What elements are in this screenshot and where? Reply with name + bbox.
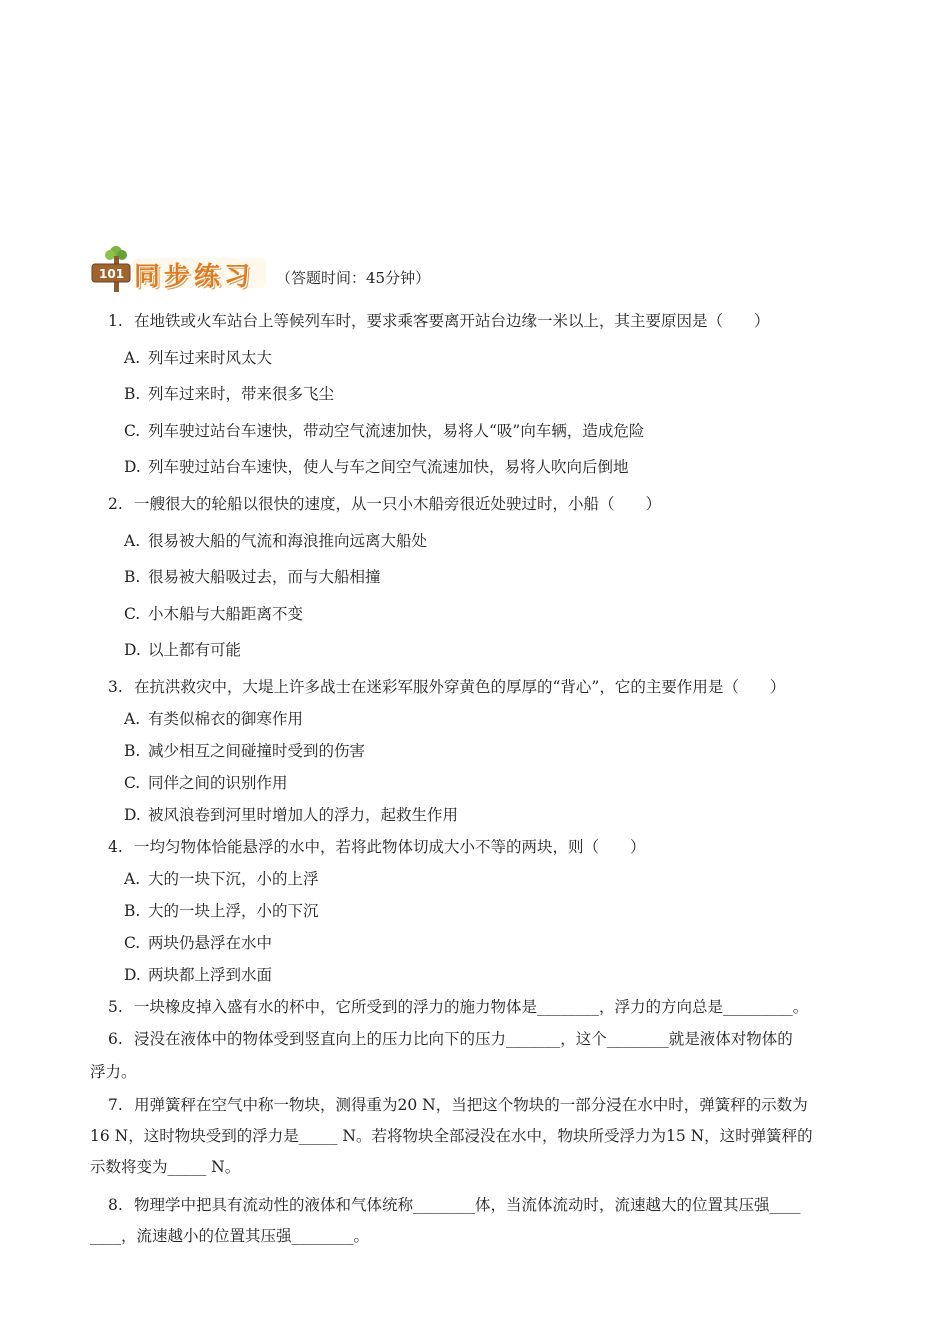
- option: [124, 773, 288, 793]
- option-text: 大的一块下沉，小的上浮: [148, 870, 319, 888]
- logo-title: 同步练习: [134, 262, 255, 292]
- option-letter: A.: [124, 870, 141, 888]
- question-text: 浸没在液体中的物体受到竖直向上的压力比向下的压力_______，这个________就是液体对物体的: [134, 1030, 793, 1048]
- option: [124, 348, 272, 368]
- option-text: 两块仍悬浮在水中: [148, 934, 273, 952]
- sync-practice-logo: [86, 244, 272, 292]
- question-text: 一块橡皮掉入盛有水的杯中，它所受到的浮力的施力物体是________，浮力的方向总是_________。: [134, 998, 809, 1016]
- option-letter: C.: [124, 422, 141, 440]
- question-8-continued: [90, 1226, 369, 1246]
- option-text: 以上都有可能: [148, 641, 242, 659]
- question-1: [108, 311, 770, 331]
- option-letter: A.: [124, 532, 141, 550]
- option-text: 列车驶过站台车速快，带动空气流速加快，易将人“吸”向车辆，造成危险: [148, 422, 645, 440]
- question-number: 3.: [108, 678, 123, 696]
- option: [124, 805, 458, 825]
- option: [124, 457, 629, 477]
- question-text-continued: 示数将变为_____ N。: [90, 1158, 241, 1176]
- option: [124, 965, 272, 985]
- question-4: [108, 837, 646, 857]
- option: [124, 421, 644, 441]
- option-text: 列车驶过站台车速快，使人与车之间空气流速加快，易将人吹向后倒地: [148, 458, 629, 476]
- question-5: [108, 997, 808, 1017]
- question-text-continued: 浮力。: [90, 1063, 137, 1081]
- option: [124, 567, 381, 587]
- question-number: 7.: [108, 1096, 123, 1114]
- option-letter: B.: [124, 568, 141, 586]
- option-text: 有类似棉衣的御寒作用: [148, 710, 304, 728]
- option-letter: D.: [124, 806, 141, 824]
- option-text: 减少相互之间碰撞时受到的伤害: [148, 742, 366, 760]
- option-letter: D.: [124, 966, 141, 984]
- option-letter: A.: [124, 710, 141, 728]
- question-number: 8.: [108, 1196, 123, 1214]
- option: [124, 741, 365, 761]
- option-letter: D.: [124, 458, 141, 476]
- question-2: [108, 494, 661, 514]
- question-text: 一均匀物体恰能悬浮的水中，若将此物体切成大小不等的两块，则（ ）: [134, 838, 646, 856]
- question-8: [108, 1195, 801, 1215]
- question-number: 5.: [108, 998, 123, 1016]
- option-letter: B.: [124, 385, 141, 403]
- option: [124, 709, 303, 729]
- option-letter: A.: [124, 349, 141, 367]
- question-text-continued: 16 N，这时物块受到的浮力是_____ N。若将物块全部浸没在水中，物块所受浮力为15 N，这时弹簧秤的: [90, 1127, 813, 1145]
- option: [124, 531, 427, 551]
- question-6-continued: [90, 1062, 137, 1082]
- option: [124, 933, 272, 953]
- question-text-continued: ____，流速越小的位置其压强________。: [90, 1227, 370, 1245]
- question-6: [108, 1029, 793, 1049]
- question-7: [108, 1095, 808, 1115]
- option-text: 很易被大船吸过去，而与大船相撞: [148, 568, 381, 586]
- answer-time-note: （答题时间：45分钟）: [276, 269, 431, 287]
- option-text: 同伴之间的识别作用: [148, 774, 288, 792]
- option-text: 列车过来时风太大: [148, 349, 273, 367]
- option: [124, 901, 319, 921]
- option-text: 大的一块上浮，小的下沉: [148, 902, 319, 920]
- option-text: 两块都上浮到水面: [148, 966, 273, 984]
- question-text: 一艘很大的轮船以很快的速度，从一只小木船旁很近处驶过时，小船（ ）: [134, 495, 662, 513]
- option-letter: C.: [124, 605, 141, 623]
- option-letter: C.: [124, 774, 141, 792]
- option-letter: D.: [124, 641, 141, 659]
- option: [124, 869, 319, 889]
- question-number: 4.: [108, 838, 123, 856]
- option: [124, 640, 241, 660]
- logo-badge: 101: [99, 267, 125, 281]
- question-text: 在地铁或火车站台上等候列车时，要求乘客要离开站台边缘一米以上，其主要原因是（ ）: [134, 312, 770, 330]
- question-number: 1.: [108, 312, 123, 330]
- question-text: 物理学中把具有流动性的液体和气体统称________体，当流体流动时，流速越大的位置其压强____: [134, 1196, 801, 1214]
- option-text: 被风浪卷到河里时增加人的浮力，起救生作用: [148, 806, 459, 824]
- option: [124, 384, 334, 404]
- question-7-continued: [90, 1126, 813, 1146]
- option: [124, 604, 303, 624]
- option-letter: B.: [124, 742, 141, 760]
- option-letter: C.: [124, 934, 141, 952]
- section-header: [86, 244, 430, 292]
- question-text: 用弹簧秤在空气中称一物块，测得重为20 N，当把这个物块的一部分浸在水中时，弹簧秤的示数为: [134, 1096, 808, 1114]
- question-number: 6.: [108, 1030, 123, 1048]
- question-7-continued-2: [90, 1157, 240, 1177]
- option-letter: B.: [124, 902, 141, 920]
- question-3: [108, 677, 785, 697]
- option-text: 列车过来时，带来很多飞尘: [148, 385, 335, 403]
- question-text: 在抗洪救灾中，大堤上许多战士在迷彩军服外穿黄色的厚厚的“背心”，它的主要作用是（ ）: [134, 678, 786, 696]
- question-number: 2.: [108, 495, 123, 513]
- option-text: 很易被大船的气流和海浪推向远离大船处: [148, 532, 428, 550]
- option-text: 小木船与大船距离不变: [148, 605, 304, 623]
